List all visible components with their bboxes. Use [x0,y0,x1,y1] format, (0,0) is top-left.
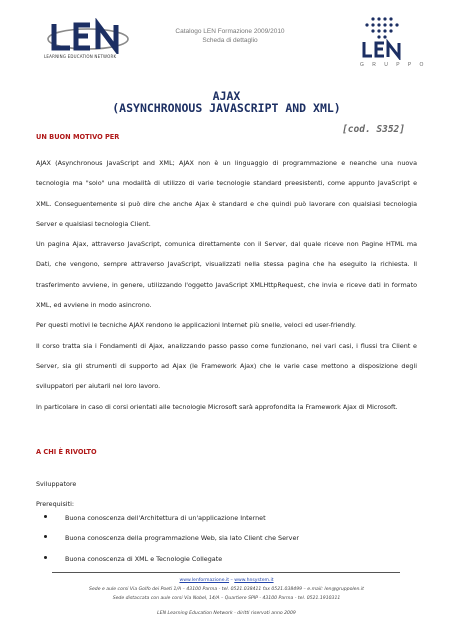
list-item-text: Buona conoscenza dell'Architettura di un'applicazione Internet [65,514,266,522]
section-body-motivo [36,153,417,417]
footer-copyright: LEN Learning Education Network - diritti riservati anno 2009 [157,611,296,616]
footer-separator: – [229,578,235,583]
list-item-text: Buona conoscenza della programmazione Web, sia lato Client che Server [65,534,300,543]
section-heading-rivolto: A CHI È RIVOLTO [36,448,97,456]
gruppo-label: G R U P P O [360,62,427,68]
brand-tagline: LEARNING EDUCATION NETWORK [44,54,117,59]
audience-text: Sviluppatore [36,480,77,488]
len-gruppo-logo [358,16,427,72]
paragraph: AJAX (Asynchronous JavaScript and XML; AJAX non è un linguaggio di programmazione e neanche una nuova tecnologia ma "solo" una modalità di utilizzo di varie tecnologie standard preesistenti, come appunto JavaScript e XML. Conseguentemente si può dire che anche Ajax è standard e che quindi può lavorare con qualsiasi tecnologia Server e qualsiasi tecnologia Client. [36,159,417,228]
footer-address-secondary: Sede distaccata con aule corsi Via Nobel, 14/A – Quartiere SPIP - 43100 Parma - tel. 0521.1910311 [112,596,341,601]
bullet-icon [44,515,47,518]
course-code: [cod. S352] [342,124,405,135]
footer-link-lenformazione[interactable]: www.lenformazione.it [179,578,230,583]
paragraph: In particolare in caso di corsi orientati alle tecnologie Microsoft sarà approfondita la Framework Ajax di Microsoft. [36,402,398,411]
paragraph: Il corso tratta sia i Fondamenti di Ajax, analizzando passo passo come funzionano, nei vari casi, i flussi tra Client e Server, sia gli strumenti di supporto ad Ajax (le Framework Ajax) che le varie case mettono a disposizione degli sviluppatori per aiutarli nel loro lavoro. [36,341,417,391]
section-heading-motivo: UN BUON MOTIVO PER [36,133,120,141]
course-subtitle: (ASYNCHRONOUS JAVASCRIPT AND XML) [112,101,341,115]
header-caption [150,27,310,45]
paragraph: Un pagina Ajax, attraverso JavaScript, comunica direttamente con il Server, dal quale riceve non Pagine HTML ma Dati, che vengono, sempre attraverso JavaScript, visualizzati nella stessa pagina che ha eseguito la richiesta. Il trasferimento avviene, in genere, utilizzando l'oggetto JavaScript XMLHttpRequest, che invia e riceve dati in formato XML, ed avviene in modo asincrono. [36,240,417,310]
footer-link-hnsystem[interactable]: www.hnsystem.it [234,578,274,583]
footer-address-main: Sede e aule corsi Via Golfo dei Poeti 1/A – 43100 Parma - tel. 0521.038411 fax 0521.038499 – e.mail: len@gruppolen.it [89,587,364,592]
course-title: AJAX [212,89,241,103]
paragraph: Per questi motivi le tecniche AJAX rendono le applicazioni Internet più snelle, veloci ed user-friendly. [36,321,357,330]
footer-links [0,578,453,583]
len-logo [44,18,134,60]
catalog-line: Catalogo LEN Formazione 2009/2010 [175,28,285,35]
bullet-icon [44,556,47,559]
list-item-text: Buona conoscenza di XML e Tecnologie Collegate [65,554,223,563]
prereq-label: Prerequisiti: [36,500,74,509]
footer-divider [52,572,400,573]
len-logo-icon [44,18,134,54]
sheet-line: Scheda di dettaglio [202,37,258,44]
dot-grid-icon [358,16,412,60]
bullet-icon [44,535,47,538]
section-body-rivolto [36,474,417,515]
